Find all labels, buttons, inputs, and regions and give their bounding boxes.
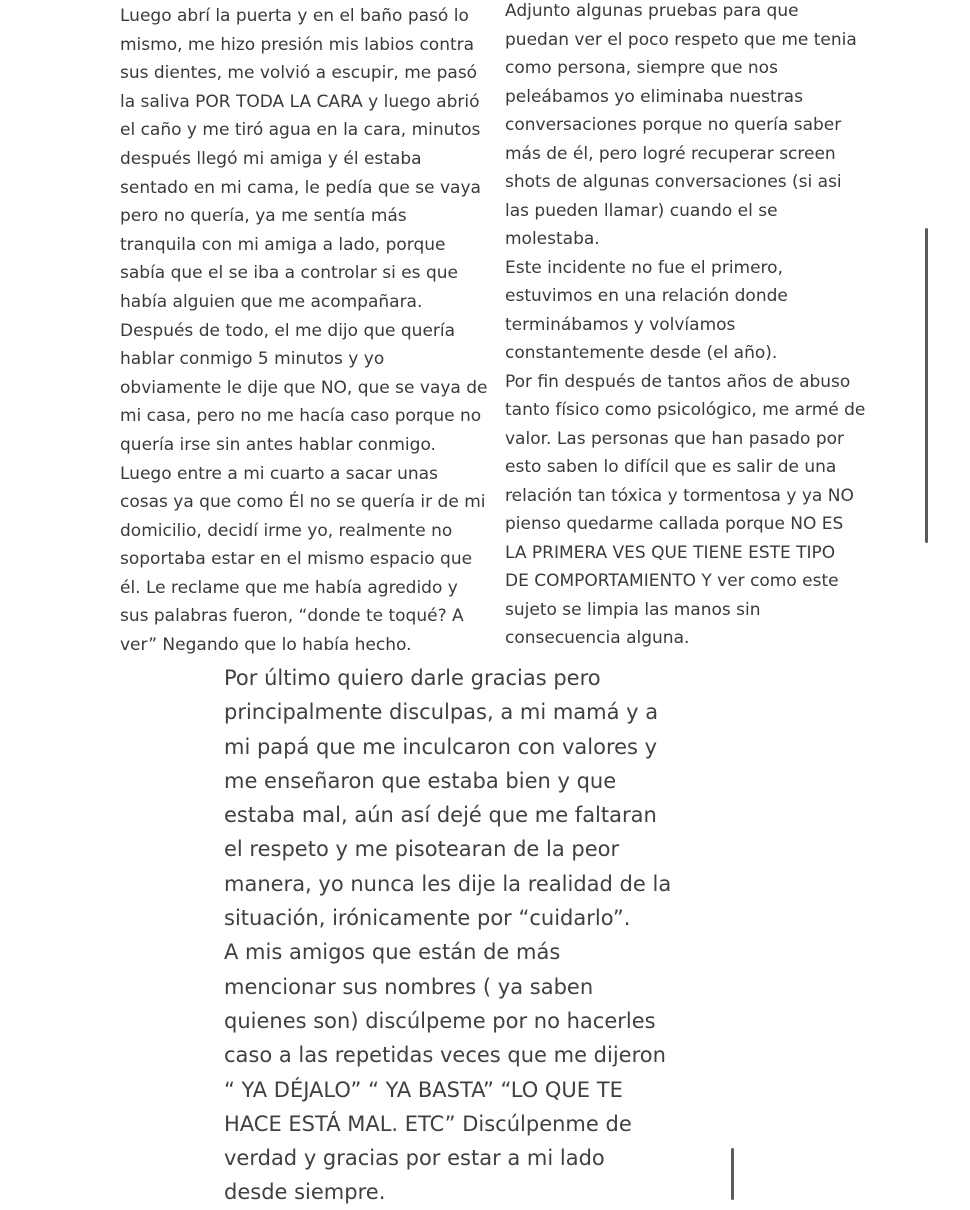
text-line: mismo, me hizo presión mis labios contra bbox=[120, 34, 475, 55]
text-line: domicilio, decidí irme yo, realmente no bbox=[120, 520, 453, 541]
text-line: DE COMPORTAMIENTO Y ver como este bbox=[505, 571, 839, 591]
text-line: valor. Las personas que han pasado por bbox=[505, 428, 844, 449]
text-line: mi casa, pero no me hacía caso porque no bbox=[120, 406, 482, 427]
text-line: manera, yo nunca les dije la realidad de la bbox=[224, 871, 672, 896]
text-line: desde siempre. bbox=[224, 1180, 386, 1205]
text-line: constantemente desde (el año). bbox=[505, 343, 778, 363]
text-line: shots de algunas conversaciones (si asi bbox=[505, 172, 842, 192]
text-line: soportaba estar en el mismo espacio que bbox=[120, 549, 473, 570]
text-line: “ YA DÉJALO” “ YA BASTA” “LO QUE TE bbox=[224, 1077, 623, 1102]
text-line: caso a las repetidas veces que me dijeron bbox=[224, 1043, 666, 1068]
scroll-indicator-lower[interactable] bbox=[731, 1148, 734, 1200]
text-line: él. Le reclame que me había agredido y bbox=[120, 577, 458, 598]
text-line: Por fin después de tantos años de abuso bbox=[505, 371, 851, 392]
text-line: ver” Negando que lo había hecho. bbox=[120, 635, 412, 656]
text-line: Luego abrí la puerta y en el baño pasó lo bbox=[120, 6, 469, 26]
text-line: sus dientes, me volvió a escupir, me pasó bbox=[120, 63, 478, 84]
text-line: sentado en mi cama, le pedía que se vaya bbox=[120, 177, 481, 198]
text-line: la saliva POR TODA LA CARA y luego abrió bbox=[120, 91, 480, 112]
text-line: quería irse sin antes hablar conmigo. bbox=[120, 434, 436, 455]
text-line: esto saben lo difícil que es salir de una bbox=[505, 457, 837, 477]
right-text-column bbox=[505, 0, 865, 653]
text-line: más de él, pero logré recuperar screen bbox=[505, 143, 836, 164]
text-line: consecuencia alguna. bbox=[505, 628, 690, 648]
scroll-indicator-upper[interactable] bbox=[925, 228, 928, 543]
text-line: hablar conmigo 5 minutos y yo bbox=[120, 349, 385, 370]
text-line: después llegó mi amiga y él estaba bbox=[120, 148, 422, 169]
text-line: Este incidente no fue el primero, bbox=[505, 257, 783, 278]
text-line: Luego entre a mi cuarto a sacar unas bbox=[120, 463, 438, 484]
text-line: estuvimos en una relación donde bbox=[505, 286, 788, 306]
text-line: cosas ya que como Él no se quería ir de mi bbox=[120, 492, 486, 513]
text-line: tanto físico como psicológico, me armé de bbox=[505, 400, 866, 420]
text-line: Adjunto algunas pruebas para que bbox=[505, 1, 799, 21]
text-line: sus palabras fueron, “donde te toqué? A bbox=[120, 606, 464, 627]
text-line: quienes son) discúlpeme por no hacerles bbox=[224, 1008, 656, 1033]
text-line: mi papá que me inculcaron con valores y bbox=[224, 734, 658, 759]
text-line: verdad y gracias por estar a mi lado bbox=[224, 1146, 605, 1171]
text-line: pero no quería, ya me sentía más bbox=[120, 206, 407, 227]
left-text-column bbox=[120, 2, 488, 660]
text-line: estaba mal, aún así dejé que me faltaran bbox=[224, 803, 657, 828]
text-line: Por último quiero darle gracias pero bbox=[224, 666, 601, 690]
text-line: había alguien que me acompañara. bbox=[120, 291, 423, 312]
text-line: HACE ESTÁ MAL. ETC” Discúlpenme de bbox=[224, 1111, 632, 1136]
text-line: Después de todo, el me dijo que quería bbox=[120, 320, 456, 341]
text-line: el respeto y me pisotearan de la peor bbox=[224, 837, 620, 862]
text-line: mencionar sus nombres ( ya saben bbox=[224, 974, 594, 999]
bottom-text-section bbox=[224, 661, 671, 1210]
text-line: molestaba. bbox=[505, 229, 600, 249]
text-line: principalmente disculpas, a mi mamá y a bbox=[224, 700, 659, 725]
text-line: obviamente le dije que NO, que se vaya de bbox=[120, 377, 488, 398]
text-line: conversaciones porque no quería saber bbox=[505, 115, 842, 135]
text-line: situación, irónicamente por “cuidarlo”. bbox=[224, 906, 631, 931]
text-line: el caño y me tiró agua en la cara, minutos bbox=[120, 120, 481, 141]
text-line: terminábamos y volvíamos bbox=[505, 314, 736, 335]
text-line: tranquila con mi amiga a lado, porque bbox=[120, 234, 446, 255]
text-line: sujeto se limpia las manos sin bbox=[505, 599, 761, 620]
text-line: pienso quedarme callada porque NO ES bbox=[505, 514, 844, 534]
text-line: relación tan tóxica y tormentosa y ya NO bbox=[505, 485, 854, 506]
text-line: me enseñaron que estaba bien y que bbox=[224, 768, 617, 793]
text-line: peleábamos yo eliminaba nuestras bbox=[505, 86, 803, 107]
text-line: las pueden llamar) cuando el se bbox=[505, 200, 778, 221]
text-line: como persona, siempre que nos bbox=[505, 58, 778, 78]
text-line: LA PRIMERA VES QUE TIENE ESTE TIPO bbox=[505, 542, 836, 563]
text-line: puedan ver el poco respeto que me tenia bbox=[505, 29, 857, 50]
text-line: A mis amigos que están de más bbox=[224, 940, 561, 965]
text-line: sabía que el se iba a controlar si es que bbox=[120, 263, 458, 284]
